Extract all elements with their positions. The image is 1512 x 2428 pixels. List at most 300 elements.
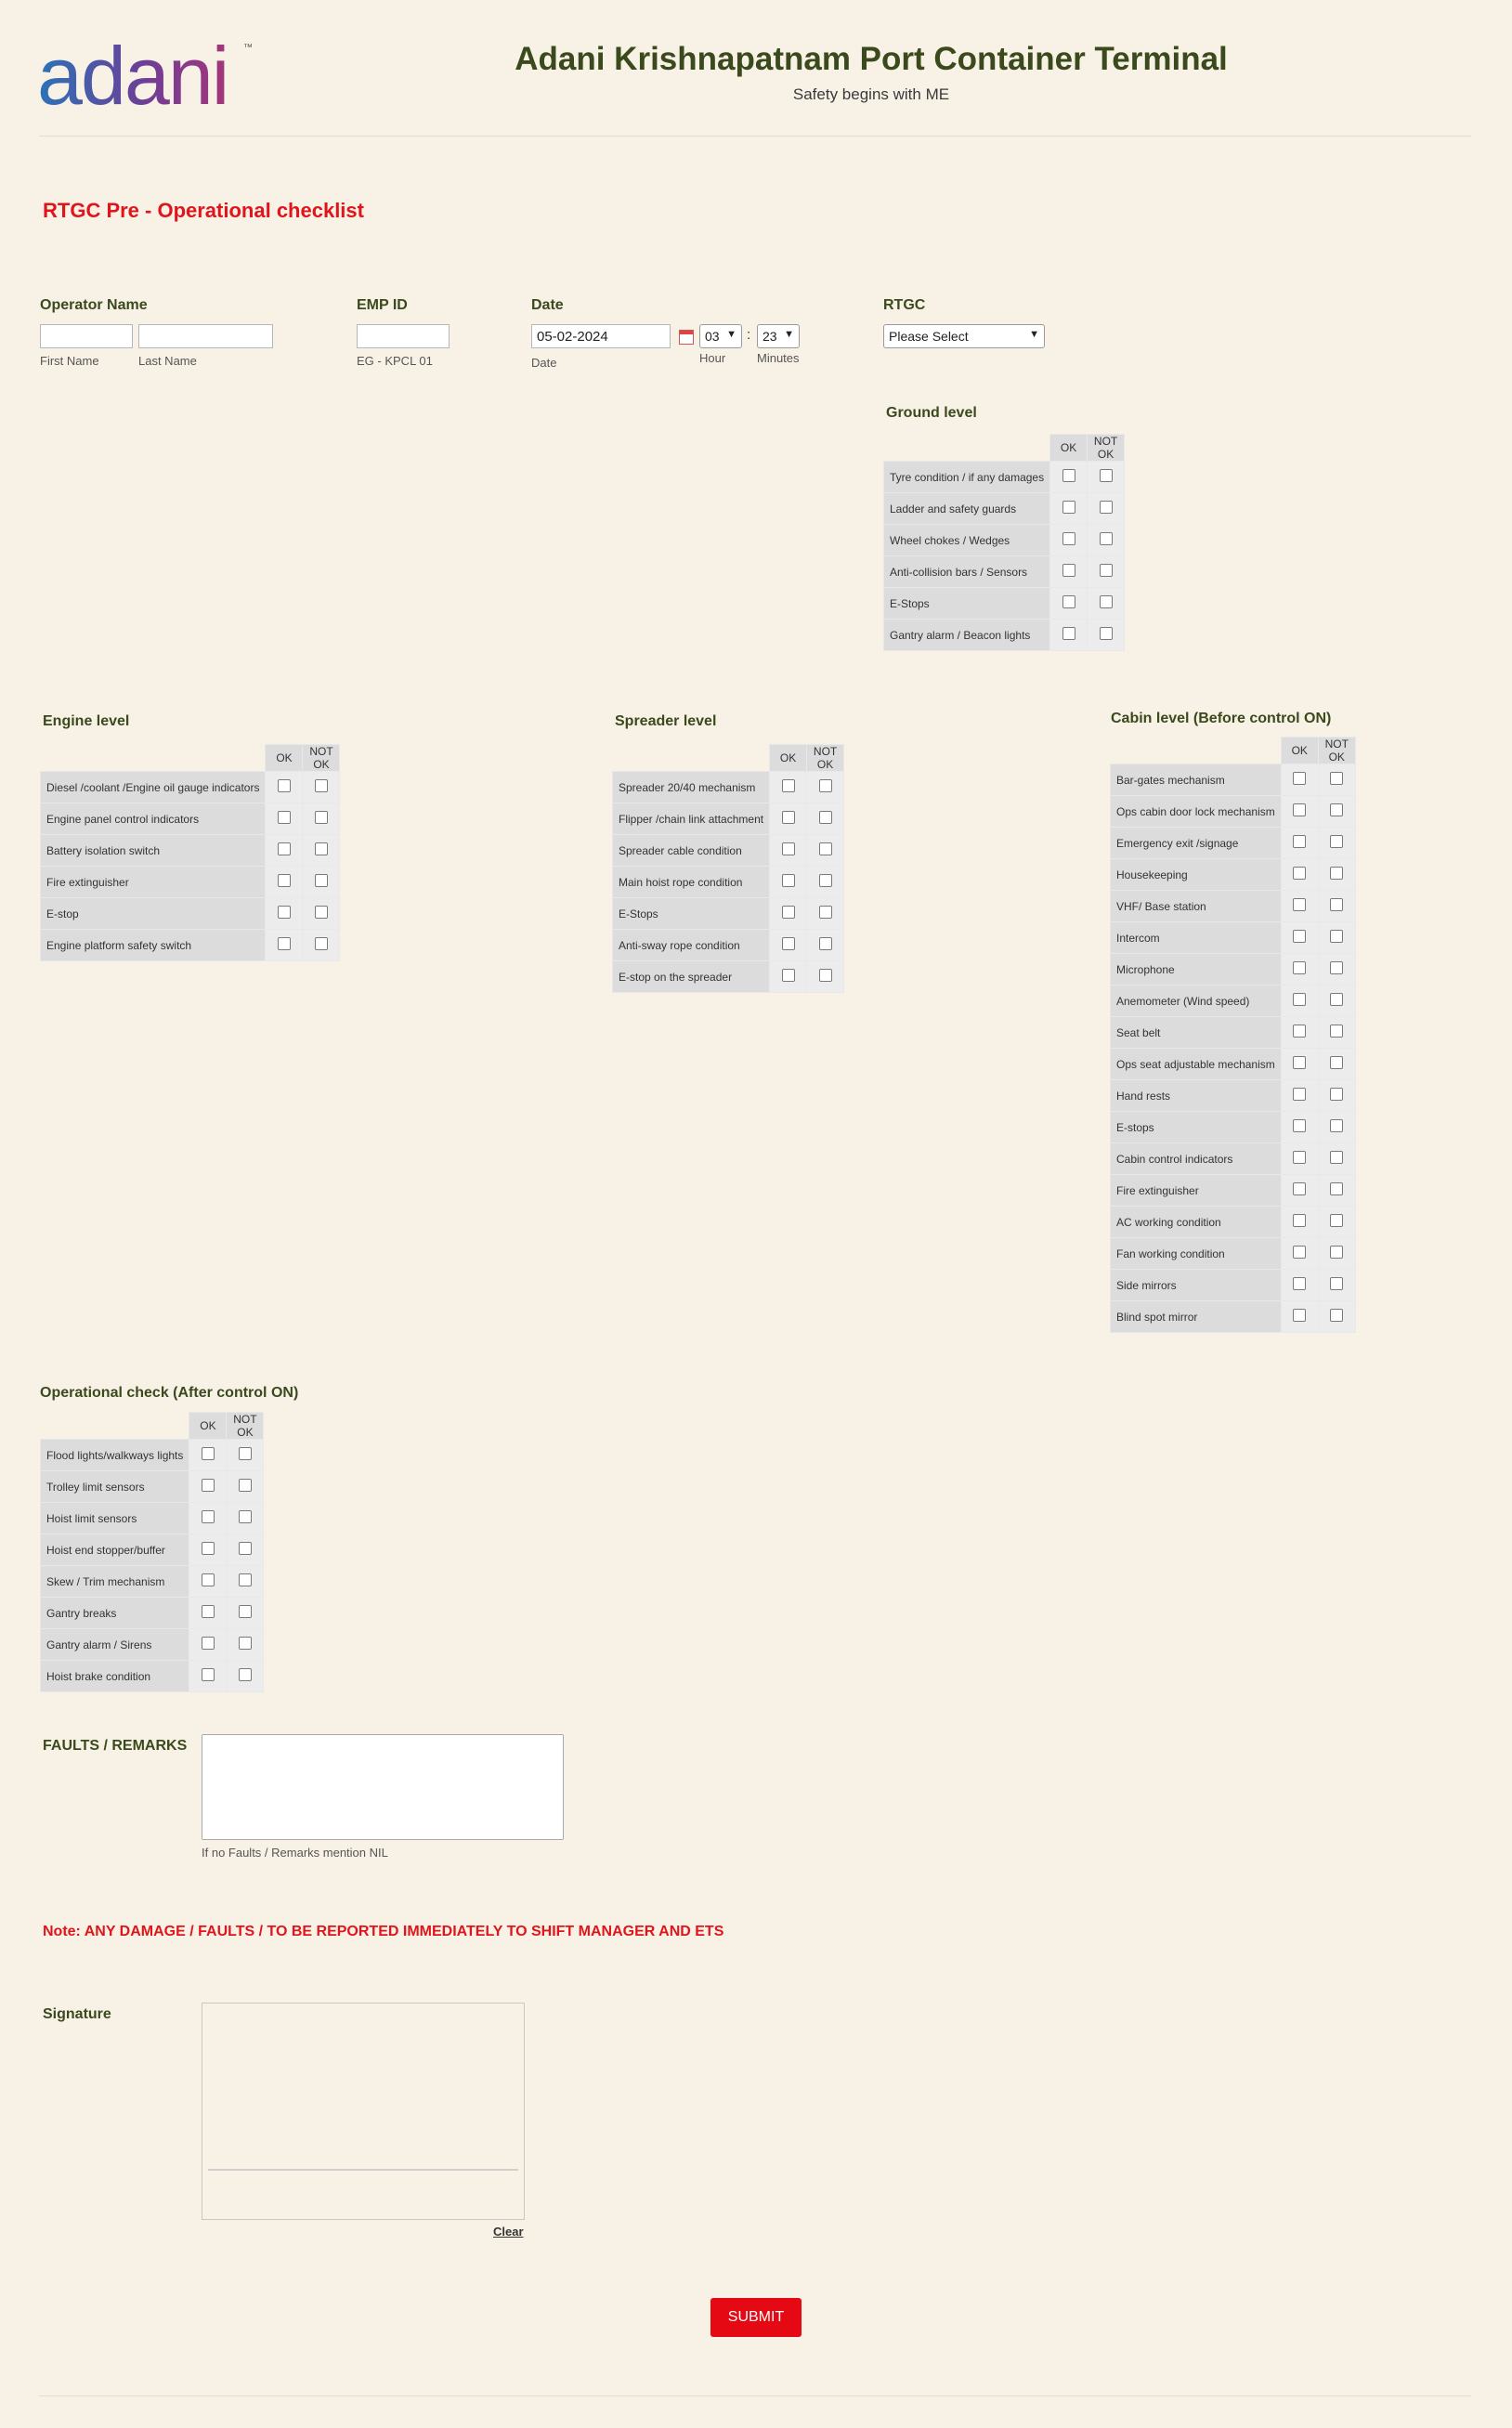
not-ok-checkbox[interactable] — [1330, 803, 1343, 816]
ok-checkbox[interactable] — [782, 937, 795, 950]
ok-checkbox[interactable] — [202, 1637, 215, 1650]
date-label: Date — [531, 297, 564, 313]
spreader-level-table — [612, 744, 844, 993]
not-ok-checkbox[interactable] — [1330, 993, 1343, 1006]
ok-cell — [1050, 493, 1088, 525]
not-ok-checkbox[interactable] — [239, 1637, 252, 1650]
ok-cell — [189, 1566, 227, 1598]
not-ok-checkbox[interactable] — [239, 1510, 252, 1523]
ok-checkbox[interactable] — [1293, 1056, 1306, 1069]
header-blank — [41, 1413, 189, 1440]
table-row — [41, 1629, 264, 1661]
not-ok-checkbox[interactable] — [315, 874, 328, 887]
table-row — [41, 1471, 264, 1503]
not-ok-checkbox[interactable] — [1100, 501, 1113, 514]
ok-checkbox[interactable] — [202, 1479, 215, 1492]
table-row — [41, 803, 340, 835]
ok-checkbox[interactable] — [1293, 930, 1306, 943]
checklist-item-label: Ops cabin door lock mechanism — [1111, 796, 1282, 828]
ok-checkbox[interactable] — [202, 1573, 215, 1586]
ok-checkbox[interactable] — [1293, 772, 1306, 785]
not-ok-cell — [1088, 525, 1125, 556]
cabin-level-title: Cabin level (Before control ON) — [1111, 711, 1332, 726]
not-ok-cell — [807, 835, 844, 867]
ok-cell — [266, 835, 303, 867]
ok-cell — [1281, 828, 1318, 859]
table-row — [1111, 922, 1356, 954]
ok-cell — [1281, 891, 1318, 922]
operational-check-table — [40, 1412, 264, 1692]
not-ok-cell — [807, 898, 844, 930]
not-ok-checkbox[interactable] — [239, 1573, 252, 1586]
table-row — [613, 961, 844, 993]
table-row — [41, 1503, 264, 1534]
rtgc-value: Please Select — [889, 329, 969, 344]
table-row — [1111, 1301, 1356, 1333]
checklist-item-label: Main hoist rope condition — [613, 867, 770, 898]
table-header-row — [1111, 738, 1356, 764]
column-header-not-ok: NOT OK — [227, 1413, 264, 1440]
ground-level-table — [883, 434, 1125, 651]
checklist-item-label: Flipper /chain link attachment — [613, 803, 770, 835]
checklist-item-label: Fire extinguisher — [41, 867, 266, 898]
not-ok-checkbox[interactable] — [1330, 961, 1343, 974]
remarks-label: FAULTS / REMARKS — [43, 1738, 188, 1754]
table-row — [1111, 954, 1356, 986]
checklist-item-label: AC working condition — [1111, 1207, 1282, 1238]
not-ok-checkbox[interactable] — [1330, 1151, 1343, 1164]
not-ok-checkbox[interactable] — [1100, 469, 1113, 482]
logo-trademark: ™ — [243, 43, 253, 53]
ok-checkbox[interactable] — [1293, 1151, 1306, 1164]
ok-checkbox[interactable] — [278, 874, 291, 887]
ok-checkbox[interactable] — [782, 779, 795, 792]
checklist-item-label: Blind spot mirror — [1111, 1301, 1282, 1333]
table-row — [884, 462, 1125, 493]
ok-checkbox[interactable] — [782, 969, 795, 982]
spreader-level-title: Spreader level — [615, 713, 717, 729]
chevron-down-icon: ▼ — [726, 329, 736, 340]
ok-cell — [1050, 462, 1088, 493]
ok-checkbox[interactable] — [1062, 469, 1075, 482]
checklist-item-label: Emergency exit /signage — [1111, 828, 1282, 859]
ok-cell — [1281, 922, 1318, 954]
table-row — [884, 620, 1125, 651]
not-ok-cell — [807, 867, 844, 898]
not-ok-cell — [303, 930, 340, 961]
table-header-row — [884, 435, 1125, 462]
ok-checkbox[interactable] — [1293, 1119, 1306, 1132]
table-row — [884, 556, 1125, 588]
ok-checkbox[interactable] — [782, 874, 795, 887]
not-ok-cell — [303, 867, 340, 898]
rtgc-label: RTGC — [883, 297, 926, 313]
not-ok-cell — [227, 1471, 264, 1503]
ok-cell — [770, 772, 807, 803]
not-ok-cell — [1318, 1143, 1355, 1175]
footer-divider — [39, 2395, 1471, 2396]
signature-label: Signature — [43, 2006, 111, 2022]
ok-checkbox[interactable] — [1293, 1277, 1306, 1290]
date-sublabel: Date — [531, 356, 557, 370]
not-ok-cell — [1318, 1017, 1355, 1049]
emp-id-input[interactable] — [357, 324, 450, 348]
not-ok-cell — [1318, 1238, 1355, 1270]
not-ok-checkbox[interactable] — [1330, 1025, 1343, 1038]
table-row — [1111, 1049, 1356, 1080]
not-ok-checkbox[interactable] — [1330, 867, 1343, 880]
not-ok-checkbox[interactable] — [315, 842, 328, 855]
table-row — [884, 493, 1125, 525]
clear-signature-link[interactable]: Clear — [493, 2225, 524, 2239]
not-ok-cell — [227, 1534, 264, 1566]
ok-checkbox[interactable] — [1062, 595, 1075, 608]
checklist-item-label: Tyre condition / if any damages — [884, 462, 1050, 493]
table-row — [1111, 1112, 1356, 1143]
not-ok-checkbox[interactable] — [1330, 1309, 1343, 1322]
not-ok-cell — [807, 803, 844, 835]
ok-checkbox[interactable] — [278, 779, 291, 792]
not-ok-checkbox[interactable] — [819, 811, 832, 824]
ok-checkbox[interactable] — [1293, 1182, 1306, 1195]
not-ok-checkbox[interactable] — [819, 969, 832, 982]
submit-button[interactable]: SUBMIT — [710, 2298, 802, 2337]
table-header-row — [41, 745, 340, 772]
not-ok-checkbox[interactable] — [239, 1447, 252, 1460]
emp-id-label: EMP ID — [357, 297, 408, 313]
ok-cell — [266, 930, 303, 961]
checklist-item-label: E-stops — [1111, 1112, 1282, 1143]
not-ok-checkbox[interactable] — [315, 906, 328, 919]
ok-cell — [189, 1661, 227, 1692]
ok-cell — [189, 1503, 227, 1534]
ok-checkbox[interactable] — [278, 937, 291, 950]
checklist-item-label: Wheel chokes / Wedges — [884, 525, 1050, 556]
ok-checkbox[interactable] — [1293, 961, 1306, 974]
ok-cell — [1050, 588, 1088, 620]
column-header-ok: OK — [1050, 435, 1088, 462]
table-row — [41, 1661, 264, 1692]
header-divider — [39, 136, 1471, 137]
ok-checkbox[interactable] — [1062, 564, 1075, 577]
not-ok-checkbox[interactable] — [1330, 1119, 1343, 1132]
not-ok-checkbox[interactable] — [819, 906, 832, 919]
header-blank — [884, 435, 1050, 462]
ok-checkbox[interactable] — [1293, 1214, 1306, 1227]
ground-level-title: Ground level — [886, 405, 977, 421]
remarks-hint: If no Faults / Remarks mention NIL — [202, 1846, 388, 1860]
checklist-item-label: Gantry alarm / Sirens — [41, 1629, 189, 1661]
checklist-item-label: Side mirrors — [1111, 1270, 1282, 1301]
not-ok-cell — [1318, 1049, 1355, 1080]
cabin-level-table — [1110, 737, 1356, 1333]
not-ok-checkbox[interactable] — [1100, 595, 1113, 608]
table-row — [613, 867, 844, 898]
minute-select[interactable] — [757, 324, 800, 348]
engine-level-table — [40, 744, 340, 961]
header-blank — [1111, 738, 1282, 764]
checklist-item-label: Engine panel control indicators — [41, 803, 266, 835]
table-header-row — [41, 1413, 264, 1440]
ok-checkbox[interactable] — [1293, 1088, 1306, 1101]
ok-checkbox[interactable] — [202, 1542, 215, 1555]
ok-cell — [266, 803, 303, 835]
ok-checkbox[interactable] — [202, 1510, 215, 1523]
not-ok-checkbox[interactable] — [1330, 1277, 1343, 1290]
checklist-item-label: Engine platform safety switch — [41, 930, 266, 961]
ok-cell — [189, 1598, 227, 1629]
not-ok-checkbox[interactable] — [819, 779, 832, 792]
checklist-item-label: Anti-sway rope condition — [613, 930, 770, 961]
not-ok-cell — [303, 835, 340, 867]
checklist-item-label: Spreader 20/40 mechanism — [613, 772, 770, 803]
ok-cell — [770, 930, 807, 961]
ok-cell — [189, 1440, 227, 1471]
ok-cell — [1281, 1049, 1318, 1080]
not-ok-checkbox[interactable] — [819, 937, 832, 950]
minute-sublabel: Minutes — [757, 351, 800, 365]
ok-cell — [1281, 1017, 1318, 1049]
not-ok-checkbox[interactable] — [1330, 772, 1343, 785]
table-row — [1111, 764, 1356, 796]
ok-checkbox[interactable] — [278, 811, 291, 824]
table-row — [41, 1566, 264, 1598]
checklist-item-label: Battery isolation switch — [41, 835, 266, 867]
table-row — [1111, 1238, 1356, 1270]
not-ok-cell — [1088, 620, 1125, 651]
signature-pad[interactable] — [202, 2003, 525, 2220]
table-row — [41, 867, 340, 898]
not-ok-cell — [1318, 1080, 1355, 1112]
not-ok-checkbox[interactable] — [239, 1605, 252, 1618]
emp-id-sublabel: EG - KPCL 01 — [357, 354, 433, 368]
checklist-item-label: Trolley limit sensors — [41, 1471, 189, 1503]
ok-cell — [1050, 620, 1088, 651]
header-blank — [613, 745, 770, 772]
not-ok-checkbox[interactable] — [1330, 835, 1343, 848]
checklist-item-label: VHF/ Base station — [1111, 891, 1282, 922]
ok-cell — [1281, 1270, 1318, 1301]
ok-cell — [1281, 764, 1318, 796]
not-ok-cell — [1088, 462, 1125, 493]
rtgc-select[interactable] — [883, 324, 1045, 348]
not-ok-checkbox[interactable] — [1330, 1182, 1343, 1195]
checklist-item-label: Intercom — [1111, 922, 1282, 954]
checklist-item-label: Housekeeping — [1111, 859, 1282, 891]
not-ok-checkbox[interactable] — [1100, 627, 1113, 640]
ok-checkbox[interactable] — [202, 1447, 215, 1460]
checklist-item-label: Hoist brake condition — [41, 1661, 189, 1692]
checklist-item-label: E-Stops — [613, 898, 770, 930]
hour-select[interactable] — [699, 324, 742, 348]
form-title: RTGC Pre - Operational checklist — [43, 199, 364, 222]
not-ok-cell — [1318, 986, 1355, 1017]
not-ok-cell — [807, 961, 844, 993]
ok-checkbox[interactable] — [1293, 1309, 1306, 1322]
ok-checkbox[interactable] — [1293, 1246, 1306, 1259]
table-row — [613, 835, 844, 867]
table-row — [41, 898, 340, 930]
ok-cell — [770, 867, 807, 898]
ok-checkbox[interactable] — [1293, 803, 1306, 816]
ok-cell — [1281, 986, 1318, 1017]
checklist-item-label: Hoist end stopper/buffer — [41, 1534, 189, 1566]
table-row — [884, 588, 1125, 620]
ok-checkbox[interactable] — [278, 842, 291, 855]
table-row — [41, 1598, 264, 1629]
ok-cell — [189, 1534, 227, 1566]
not-ok-checkbox[interactable] — [315, 937, 328, 950]
ok-cell — [1281, 1207, 1318, 1238]
not-ok-cell — [1088, 493, 1125, 525]
ok-cell — [770, 803, 807, 835]
ok-checkbox[interactable] — [1293, 867, 1306, 880]
not-ok-cell — [1318, 922, 1355, 954]
chevron-down-icon: ▼ — [784, 329, 794, 340]
not-ok-checkbox[interactable] — [1100, 564, 1113, 577]
signature-baseline — [208, 2169, 518, 2171]
not-ok-checkbox[interactable] — [315, 779, 328, 792]
table-row — [1111, 1270, 1356, 1301]
table-row — [1111, 891, 1356, 922]
checklist-item-label: Fire extinguisher — [1111, 1175, 1282, 1207]
ok-checkbox[interactable] — [1293, 1025, 1306, 1038]
checklist-item-label: Bar-gates mechanism — [1111, 764, 1282, 796]
table-row — [1111, 828, 1356, 859]
column-header-ok: OK — [266, 745, 303, 772]
ok-cell — [266, 772, 303, 803]
table-row — [1111, 796, 1356, 828]
last-name-sublabel: Last Name — [138, 354, 197, 368]
not-ok-checkbox[interactable] — [239, 1668, 252, 1681]
not-ok-cell — [227, 1503, 264, 1534]
ok-cell — [189, 1471, 227, 1503]
calendar-icon[interactable] — [679, 330, 694, 345]
checklist-item-label: Seat belt — [1111, 1017, 1282, 1049]
ok-cell — [1281, 1175, 1318, 1207]
not-ok-cell — [807, 772, 844, 803]
table-row — [41, 1534, 264, 1566]
ok-checkbox[interactable] — [1293, 835, 1306, 848]
ok-checkbox[interactable] — [1062, 532, 1075, 545]
ok-cell — [266, 867, 303, 898]
checklist-item-label: Gantry breaks — [41, 1598, 189, 1629]
last-name-input[interactable] — [138, 324, 273, 348]
page-subtitle: Safety begins with ME — [792, 85, 950, 103]
ok-checkbox[interactable] — [1293, 993, 1306, 1006]
engine-level-title: Engine level — [43, 713, 130, 729]
table-row — [1111, 986, 1356, 1017]
not-ok-checkbox[interactable] — [1330, 1246, 1343, 1259]
not-ok-checkbox[interactable] — [239, 1542, 252, 1555]
not-ok-cell — [807, 930, 844, 961]
table-row — [41, 835, 340, 867]
table-row — [613, 772, 844, 803]
ok-cell — [770, 898, 807, 930]
not-ok-cell — [1088, 588, 1125, 620]
not-ok-cell — [227, 1440, 264, 1471]
ok-checkbox[interactable] — [1062, 627, 1075, 640]
chevron-down-icon: ▼ — [1029, 329, 1039, 340]
ok-checkbox[interactable] — [1062, 501, 1075, 514]
not-ok-cell — [1318, 1112, 1355, 1143]
checklist-item-label: Anti-collision bars / Sensors — [884, 556, 1050, 588]
table-row — [1111, 1207, 1356, 1238]
column-header-not-ok: NOT OK — [303, 745, 340, 772]
not-ok-cell — [227, 1598, 264, 1629]
checklist-item-label: Ops seat adjustable mechanism — [1111, 1049, 1282, 1080]
ok-checkbox[interactable] — [278, 906, 291, 919]
checklist-item-label: E-stop on the spreader — [613, 961, 770, 993]
ok-cell — [1281, 1143, 1318, 1175]
checklist-item-label: Hoist limit sensors — [41, 1503, 189, 1534]
not-ok-cell — [1318, 1207, 1355, 1238]
table-row — [1111, 859, 1356, 891]
table-row — [613, 898, 844, 930]
not-ok-checkbox[interactable] — [819, 874, 832, 887]
ok-cell — [1281, 1080, 1318, 1112]
not-ok-cell — [227, 1661, 264, 1692]
not-ok-checkbox[interactable] — [819, 842, 832, 855]
page-title: Adani Krishnapatnam Port Container Terminal — [515, 41, 1228, 77]
column-header-ok: OK — [189, 1413, 227, 1440]
not-ok-checkbox[interactable] — [1330, 1056, 1343, 1069]
ok-checkbox[interactable] — [202, 1668, 215, 1681]
checklist-item-label: Cabin control indicators — [1111, 1143, 1282, 1175]
ok-cell — [1281, 796, 1318, 828]
ok-checkbox[interactable] — [782, 811, 795, 824]
table-row — [613, 803, 844, 835]
operational-check-title: Operational check (After control ON) — [40, 1385, 299, 1401]
ok-checkbox[interactable] — [1293, 898, 1306, 911]
first-name-input[interactable] — [40, 324, 133, 348]
hour-value: 03 — [705, 329, 720, 344]
ok-cell — [770, 835, 807, 867]
checklist-item-label: Flood lights/walkways lights — [41, 1440, 189, 1471]
remarks-textarea[interactable] — [202, 1734, 564, 1840]
ok-cell — [1281, 954, 1318, 986]
table-header-row — [613, 745, 844, 772]
not-ok-cell — [303, 772, 340, 803]
checklist-item-label: E-stop — [41, 898, 266, 930]
ok-cell — [1050, 556, 1088, 588]
not-ok-checkbox[interactable] — [315, 811, 328, 824]
not-ok-cell — [1318, 954, 1355, 986]
not-ok-checkbox[interactable] — [239, 1479, 252, 1492]
not-ok-cell — [1318, 764, 1355, 796]
header-blank — [41, 745, 266, 772]
not-ok-checkbox[interactable] — [1330, 1214, 1343, 1227]
date-input[interactable]: 05-02-2024 — [531, 324, 671, 348]
not-ok-checkbox[interactable] — [1330, 1088, 1343, 1101]
not-ok-checkbox[interactable] — [1100, 532, 1113, 545]
checklist-item-label: Diesel /coolant /Engine oil gauge indicators — [41, 772, 266, 803]
table-row — [1111, 1175, 1356, 1207]
column-header-not-ok: NOT OK — [1318, 738, 1355, 764]
not-ok-checkbox[interactable] — [1330, 930, 1343, 943]
ok-checkbox[interactable] — [782, 906, 795, 919]
not-ok-checkbox[interactable] — [1330, 898, 1343, 911]
not-ok-cell — [1318, 1301, 1355, 1333]
column-header-not-ok: NOT OK — [1088, 435, 1125, 462]
ok-checkbox[interactable] — [782, 842, 795, 855]
ok-checkbox[interactable] — [202, 1605, 215, 1618]
report-note: Note: ANY DAMAGE / FAULTS / TO BE REPORTED IMMEDIATELY TO SHIFT MANAGER AND ETS — [43, 1924, 724, 1939]
not-ok-cell — [227, 1566, 264, 1598]
table-row — [41, 930, 340, 961]
checklist-item-label: Anemometer (Wind speed) — [1111, 986, 1282, 1017]
not-ok-cell — [1318, 796, 1355, 828]
